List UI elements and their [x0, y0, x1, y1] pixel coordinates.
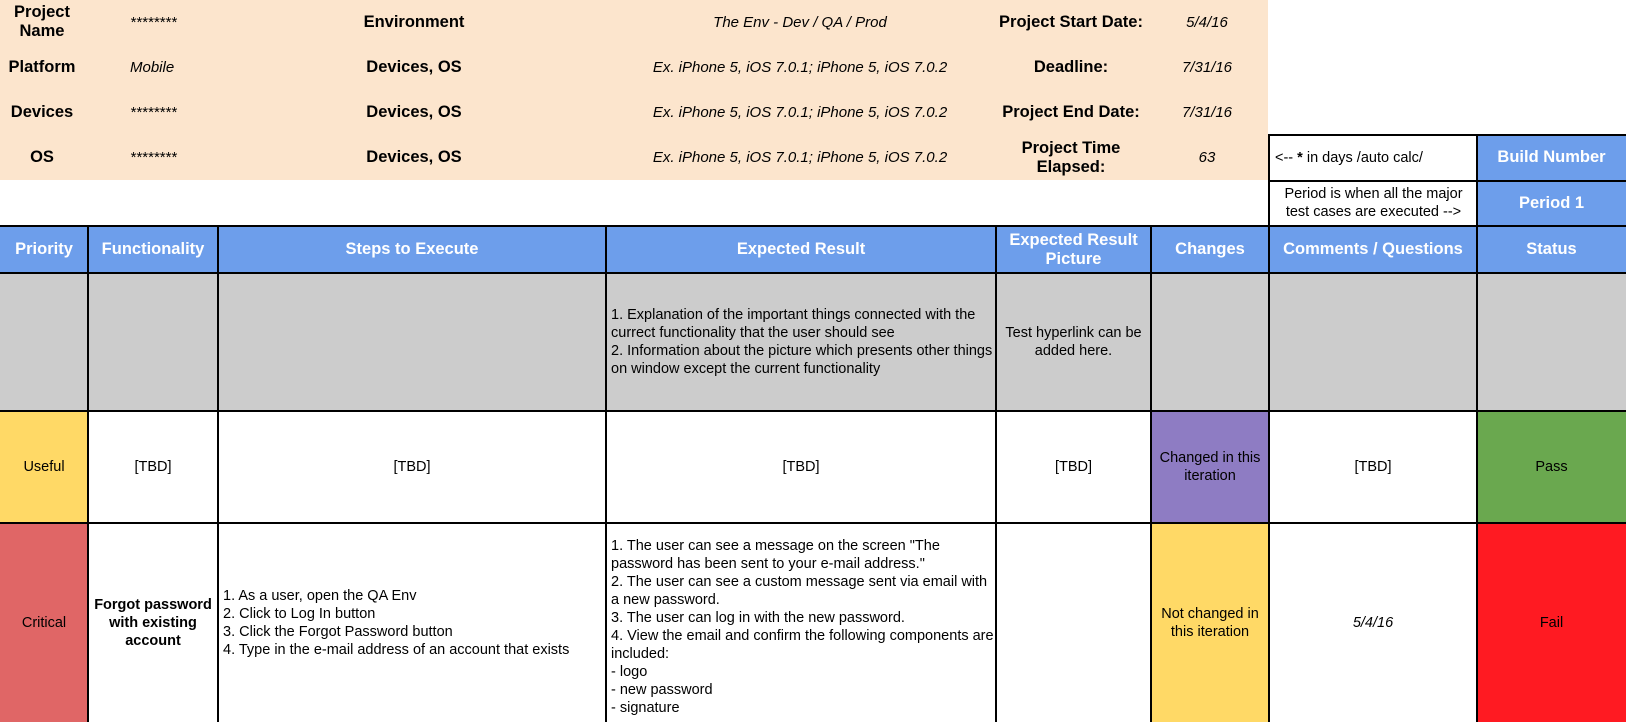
- project-start-date-label: Project Start Date:: [999, 12, 1143, 31]
- row0-comments[interactable]: [1269, 273, 1477, 411]
- row0-status[interactable]: [1477, 273, 1626, 411]
- row1-functionality[interactable]: [TBD]: [134, 459, 172, 475]
- column-header-expected-picture[interactable]: Expected Result Picture: [996, 226, 1151, 273]
- devices-os-label-2: Devices, OS: [366, 103, 462, 121]
- row0-changes[interactable]: [1151, 273, 1269, 411]
- grid-line-h-note-top: [1268, 134, 1626, 136]
- row0-expected-picture[interactable]: Test hyperlink can be added here.: [1005, 325, 1142, 359]
- row2-functionality[interactable]: Forgot password with existing account: [94, 596, 212, 649]
- grid-line-h-header-bottom: [0, 272, 1626, 274]
- environment-value[interactable]: The Env - Dev / QA / Prod: [713, 13, 887, 31]
- row0-functionality[interactable]: [88, 273, 218, 411]
- environment-label: Environment: [363, 12, 465, 31]
- grid-line-h-row1-bottom: [0, 522, 1626, 524]
- project-time-elapsed-label: Project Time Elapsed:: [1021, 138, 1121, 176]
- days-note-star: *: [1297, 149, 1303, 166]
- row2-expected-picture[interactable]: [996, 523, 1151, 722]
- row1-status[interactable]: Pass: [1477, 411, 1626, 523]
- devices-os-label-1: Devices, OS: [366, 57, 462, 76]
- project-time-elapsed-value[interactable]: 63: [1198, 149, 1216, 166]
- days-auto-calc-note: [1270, 135, 1477, 180]
- devices-os-label-3: Devices, OS: [366, 148, 462, 166]
- deadline-value[interactable]: 7/31/16: [1181, 58, 1233, 76]
- row0-priority[interactable]: [0, 273, 88, 411]
- project-name-value[interactable]: ********: [130, 13, 177, 31]
- grid-line-v-6: [1268, 134, 1270, 722]
- os-value[interactable]: ********: [130, 149, 177, 166]
- grid-line-h-note-mid: [1268, 180, 1626, 182]
- devices-label: Devices: [10, 103, 74, 121]
- grid-line-v-4: [995, 226, 997, 722]
- row2-priority[interactable]: Critical: [0, 523, 88, 722]
- devices-value[interactable]: ********: [130, 104, 177, 121]
- row1-priority[interactable]: Useful: [0, 411, 88, 523]
- project-end-date-value[interactable]: 7/31/16: [1181, 104, 1233, 121]
- row1-expected-result[interactable]: [TBD]: [782, 459, 820, 475]
- build-number-label: Build Number: [1477, 135, 1626, 180]
- grid-line-v-3: [605, 226, 607, 722]
- row1-steps[interactable]: [TBD]: [393, 459, 431, 475]
- grid-line-v-7: [1476, 134, 1478, 722]
- column-header-expected-result[interactable]: Expected Result: [606, 226, 996, 273]
- devices-os-value-1[interactable]: Ex. iPhone 5, iOS 7.0.1; iPhone 5, iOS 7.0.2: [652, 58, 948, 76]
- grid-line-v-2: [217, 226, 219, 722]
- deadline-label: Deadline:: [1033, 57, 1109, 76]
- row2-changes[interactable]: Not changed in this iteration: [1151, 523, 1269, 722]
- row1-comments[interactable]: [TBD]: [1354, 459, 1392, 475]
- devices-os-value-3[interactable]: Ex. iPhone 5, iOS 7.0.1; iPhone 5, iOS 7.0.2: [652, 149, 948, 166]
- row2-steps[interactable]: 1. As a user, open the QA Env 2. Click to Log In button 3. Click the Forgot Password button 4. Type in the e-mail address of an account that exists: [223, 587, 570, 658]
- project-end-date-label: Project End Date:: [1002, 103, 1140, 121]
- grid-line-v-1: [87, 226, 89, 722]
- row1-expected-picture[interactable]: [TBD]: [1054, 459, 1093, 475]
- days-note-prefix: <--: [1275, 149, 1298, 166]
- period-note: Period is when all the major test cases are executed -->: [1284, 186, 1463, 220]
- devices-os-value-2[interactable]: Ex. iPhone 5, iOS 7.0.1; iPhone 5, iOS 7.0.2: [652, 104, 948, 121]
- column-header-comments[interactable]: Comments / Questions: [1269, 226, 1477, 273]
- platform-label: Platform: [8, 57, 76, 76]
- platform-value[interactable]: Mobile: [130, 58, 175, 76]
- column-header-functionality[interactable]: Functionality: [88, 226, 218, 273]
- row0-steps[interactable]: [218, 273, 606, 411]
- grid-line-v-5: [1150, 226, 1152, 722]
- column-header-priority[interactable]: Priority: [0, 226, 88, 273]
- row2-comments[interactable]: 5/4/16: [1352, 614, 1394, 631]
- row2-expected-result[interactable]: 1. The user can see a message on the screen "The password has been sent to your e-mail address." 2. The user can see a custom message sent via email with a new password. 3. The user can log in with the new password. 4. View the email and confirm the following components are included: - logo - new password - signature: [611, 538, 994, 716]
- grid-line-h-row0-bottom: [0, 410, 1626, 412]
- period-value[interactable]: Period 1: [1477, 180, 1626, 226]
- column-header-status[interactable]: Status: [1477, 226, 1626, 273]
- grid-line-h-table-top: [0, 225, 1626, 227]
- project-start-date-value[interactable]: 5/4/16: [1186, 13, 1228, 31]
- column-header-steps[interactable]: Steps to Execute: [218, 226, 606, 273]
- row1-changes[interactable]: Changed in this iteration: [1151, 411, 1269, 523]
- column-header-changes[interactable]: Changes: [1151, 226, 1269, 273]
- row2-status[interactable]: Fail: [1477, 523, 1626, 722]
- os-label: OS: [30, 148, 54, 166]
- project-name-label: Project Name: [14, 3, 70, 40]
- row0-expected-result[interactable]: 1. Explanation of the important things connected with the currect functionality that the user should see 2. Information about the picture which presents other things on window except the current functionality: [611, 307, 993, 377]
- days-note-suffix: in days /auto calc/: [1302, 149, 1423, 166]
